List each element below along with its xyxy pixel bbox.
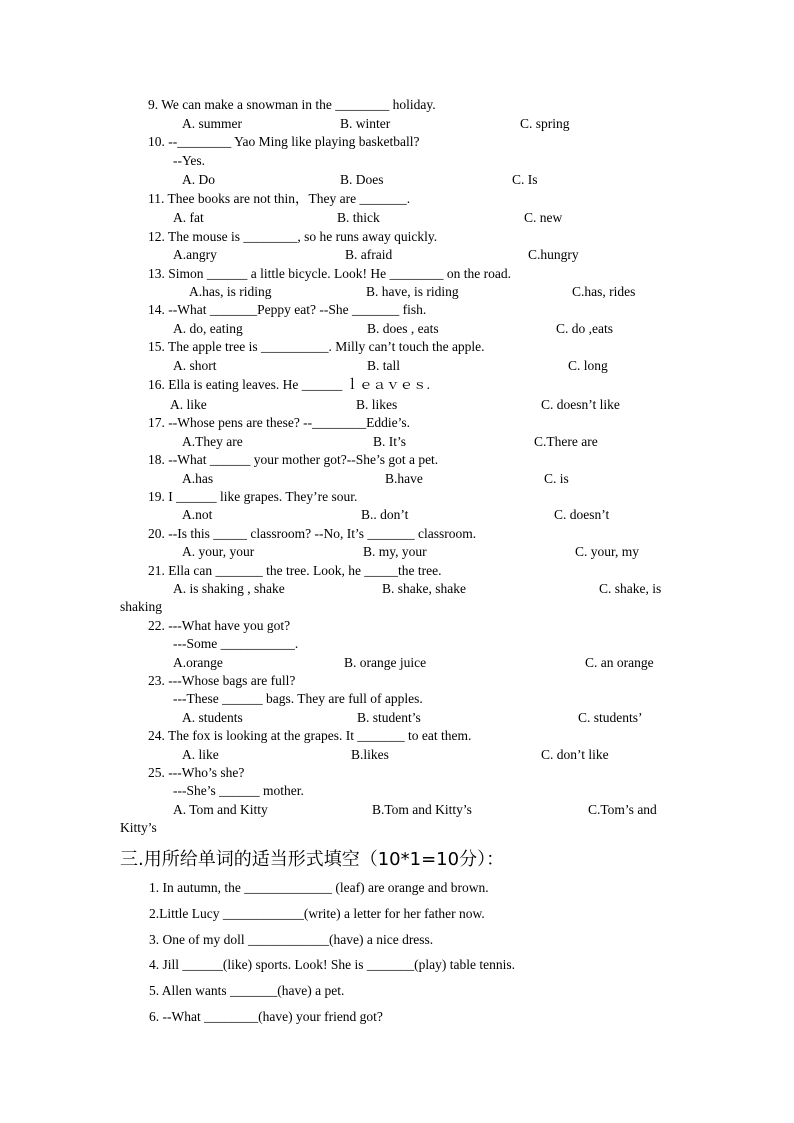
question-15-option-c: C. long [568,358,608,373]
question-16-option-b: B. likes [356,397,398,412]
question-9-option-b: B. winter [340,116,391,131]
question-16-option-a: A. like [170,397,207,412]
question-14-option-b: B. does , eats [367,321,439,336]
question-25-option-c-continued: Kitty’s [120,820,157,835]
question-21-stem: 21. Ella can _______ the tree. Look, he _____the tree. [148,563,442,578]
question-9-option-c: C. spring [520,116,570,131]
question-20-stem: 20. --Is this _____ classroom? --No, It’s _______ classroom. [148,526,477,541]
fill-in-item-1: 1. In autumn, the _____________ (leaf) are orange and brown. [149,880,489,895]
question-13-option-b: B. have, is riding [366,284,459,299]
question-23-option-b: B. student’s [357,710,421,725]
question-25-option-c: C.Tom’s and [588,802,657,817]
fill-in-item-2: 2.Little Lucy ____________(write) a letter for her father now. [149,906,485,921]
question-23-response: ---These ______ bags. They are full of apples. [173,691,423,706]
question-22-option-b: B. orange juice [344,655,427,670]
question-21-option-c: C. shake, is [599,581,662,596]
question-19-option-a: A.not [182,507,213,522]
fill-in-item-5: 5. Allen wants _______(have) a pet. [149,983,345,998]
question-13-option-c: C.has, rides [572,284,636,299]
question-17-option-a: A.They are [182,434,243,449]
question-12-option-b: B. afraid [345,247,393,262]
fill-in-item-4: 4. Jill ______(like) sports. Look! She is _______(play) table tennis. [149,957,515,972]
question-24-option-a: A. like [182,747,219,762]
question-11-stem: 11. Thee books are not thin，They are _______. [148,191,411,206]
question-21-option-b: B. shake, shake [382,581,466,596]
question-23-option-c: C. students’ [578,710,643,725]
question-22-response: ---Some ___________. [173,636,299,651]
question-22-option-a: A.orange [173,655,223,670]
question-12-option-a: A.angry [173,247,217,262]
question-25-response: ---She’s ______ mother. [173,783,304,798]
question-25-option-b: B.Tom and Kitty’s [372,802,472,817]
fill-in-item-3: 3. One of my doll ____________(have) a nice dress. [149,932,434,947]
question-11-option-a: A. fat [173,210,204,225]
question-11-option-b: B. thick [337,210,380,225]
question-15-stem: 15. The apple tree is __________. Milly can’t touch the apple. [148,339,485,354]
question-18-option-a: A.has [182,471,214,486]
question-11-option-c: C. new [524,210,563,225]
section-3-heading: 三.用所给单词的适当形式填空（10*1=10分）： [120,849,505,870]
question-9-stem: 9. We can make a snowman in the ________ holiday. [148,97,436,112]
question-22-stem: 22. ---What have you got? [148,618,291,633]
question-18-option-c: C. is [544,471,569,486]
question-13-stem: 13. Simon ______ a little bicycle. Look! He ________ on the road. [148,266,511,281]
question-17-stem: 17. --Whose pens are these? --________Eddie’s. [148,415,411,430]
question-20-option-b: B. my, your [363,544,427,559]
question-14-stem: 14. --What _______Peppy eat? --She _______ fish. [148,302,427,317]
question-23-stem: 23. ---Whose bags are full? [148,673,296,688]
question-19-stem: 19. I ______ like grapes. They’re sour. [148,489,358,504]
question-20-option-c: C. your, my [575,544,639,559]
question-21-option-c-continued: shaking [120,599,162,614]
question-17-option-b: B. It’s [373,434,407,449]
question-10-stem: 10. --________ Yao Ming like playing basketball? [148,134,420,149]
question-10-option-b: B. Does [340,172,384,187]
question-24-option-b: B.likes [351,747,389,762]
question-14-option-c: C. do ,eats [556,321,613,336]
question-19-option-c: C. doesn’t [554,507,610,522]
question-12-stem: 12. The mouse is ________, so he runs away quickly. [148,229,438,244]
question-16-option-c: C. doesn’t like [541,397,620,412]
question-10-response: --Yes. [173,153,206,168]
question-24-option-c: C. don’t like [541,747,609,762]
question-19-option-b: B.. don’t [361,507,409,522]
question-24-stem: 24. The fox is looking at the grapes. It _______ to eat them. [148,728,472,743]
question-18-option-b: B.have [385,471,423,486]
question-18-stem: 18. --What ______ your mother got?--She’s got a pet. [148,452,439,467]
question-25-option-a: A. Tom and Kitty [173,802,268,817]
question-9-option-a: A. summer [182,116,242,131]
question-10-option-a: A. Do [182,172,215,187]
question-15-option-a: A. short [173,358,217,373]
question-13-option-a: A.has, is riding [189,284,272,299]
question-22-option-c: C. an orange [585,655,654,670]
question-20-option-a: A. your, your [182,544,255,559]
question-25-stem: 25. ---Who’s she? [148,765,245,780]
question-17-option-c: C.There are [534,434,598,449]
question-14-option-a: A. do, eating [173,321,243,336]
question-12-option-c: C.hungry [528,247,579,262]
fill-in-item-6: 6. --What ________(have) your friend got? [149,1009,383,1024]
question-10-option-c: C. Is [512,172,538,187]
question-21-option-a: A. is shaking , shake [173,581,285,596]
question-16-stem: 16. Ella is eating leaves. He ______ ｌｅａｖｅｓ. [148,377,430,392]
question-15-option-b: B. tall [367,358,400,373]
question-23-option-a: A. students [182,710,243,725]
